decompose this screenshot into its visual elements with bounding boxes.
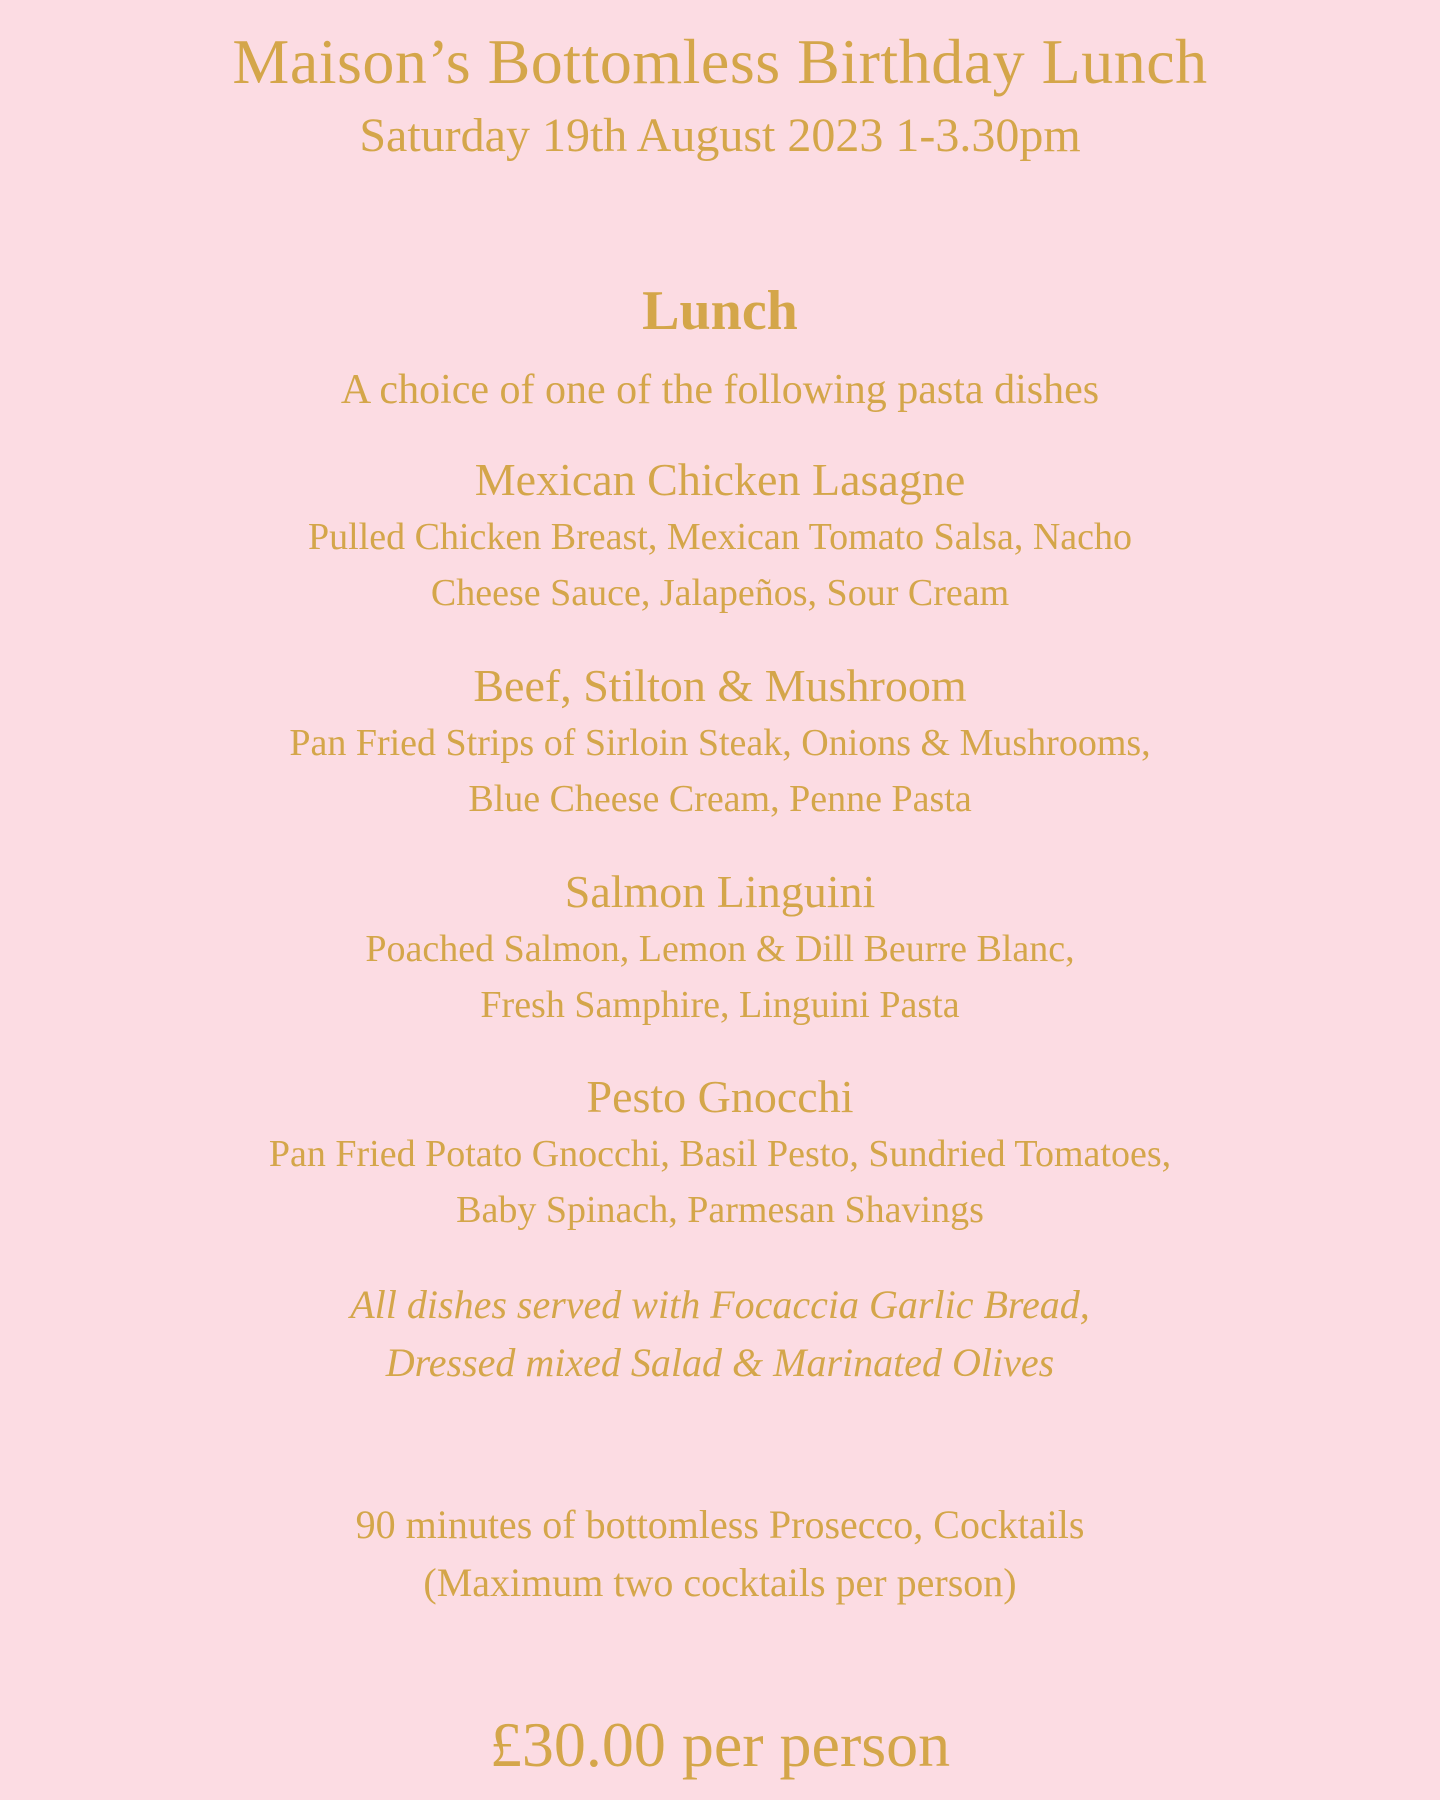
dish-name: Mexican Chicken Lasagne bbox=[474, 454, 966, 505]
served-with-note bbox=[0, 1276, 1440, 1392]
dish-name: Pesto Gnocchi bbox=[586, 1071, 854, 1122]
dish-description bbox=[0, 921, 1440, 1033]
served-with-note-line: Dressed mixed Salad & Marinated Olives bbox=[385, 1340, 1055, 1385]
dish-name: Beef, Stilton & Mushroom bbox=[473, 660, 967, 711]
dish-description-line: Pan Fried Strips of Sirloin Steak, Onions & Mushrooms, bbox=[289, 722, 1151, 764]
dish-description-line: Cheese Sauce, Jalapeños, Sour Cream bbox=[430, 572, 1010, 614]
served-with-note-line: All dishes served with Focaccia Garlic Bread, bbox=[350, 1282, 1090, 1327]
dish-description-line: Baby Spinach, Parmesan Shavings bbox=[456, 1189, 984, 1231]
dish-description bbox=[0, 715, 1440, 827]
price-per-person: £30.00 per person bbox=[489, 1709, 951, 1780]
dish-description-line: Blue Cheese Cream, Penne Pasta bbox=[468, 778, 972, 820]
dish-mexican-chicken-lasagne bbox=[0, 451, 1440, 621]
drinks-info bbox=[0, 1496, 1440, 1612]
section-heading-lunch: Lunch bbox=[642, 280, 798, 342]
dish-description bbox=[0, 509, 1440, 621]
dish-description-line: Pulled Chicken Breast, Mexican Tomato Salsa, Nacho bbox=[307, 516, 1132, 558]
drinks-info-line: (Maximum two cocktails per person) bbox=[423, 1560, 1017, 1605]
dish-name: Salmon Linguini bbox=[564, 866, 876, 917]
dish-description bbox=[0, 1126, 1440, 1238]
dish-beef-stilton-mushroom bbox=[0, 657, 1440, 827]
dish-pesto-gnocchi bbox=[0, 1068, 1440, 1238]
drinks-info-line: 90 minutes of bottomless Prosecco, Cocktails bbox=[355, 1502, 1085, 1547]
section-intro: A choice of one of the following pasta dishes bbox=[340, 367, 1100, 413]
dish-description-line: Fresh Samphire, Linguini Pasta bbox=[480, 984, 960, 1026]
event-date-time: Saturday 19th August 2023 1-3.30pm bbox=[359, 109, 1081, 162]
dish-salmon-linguini bbox=[0, 863, 1440, 1033]
dish-description-line: Poached Salmon, Lemon & Dill Beurre Blanc, bbox=[365, 928, 1075, 970]
menu-title: Maison’s Bottomless Birthday Lunch bbox=[232, 26, 1208, 97]
dish-description-line: Pan Fried Potato Gnocchi, Basil Pesto, Sundried Tomatoes, bbox=[268, 1133, 1172, 1175]
